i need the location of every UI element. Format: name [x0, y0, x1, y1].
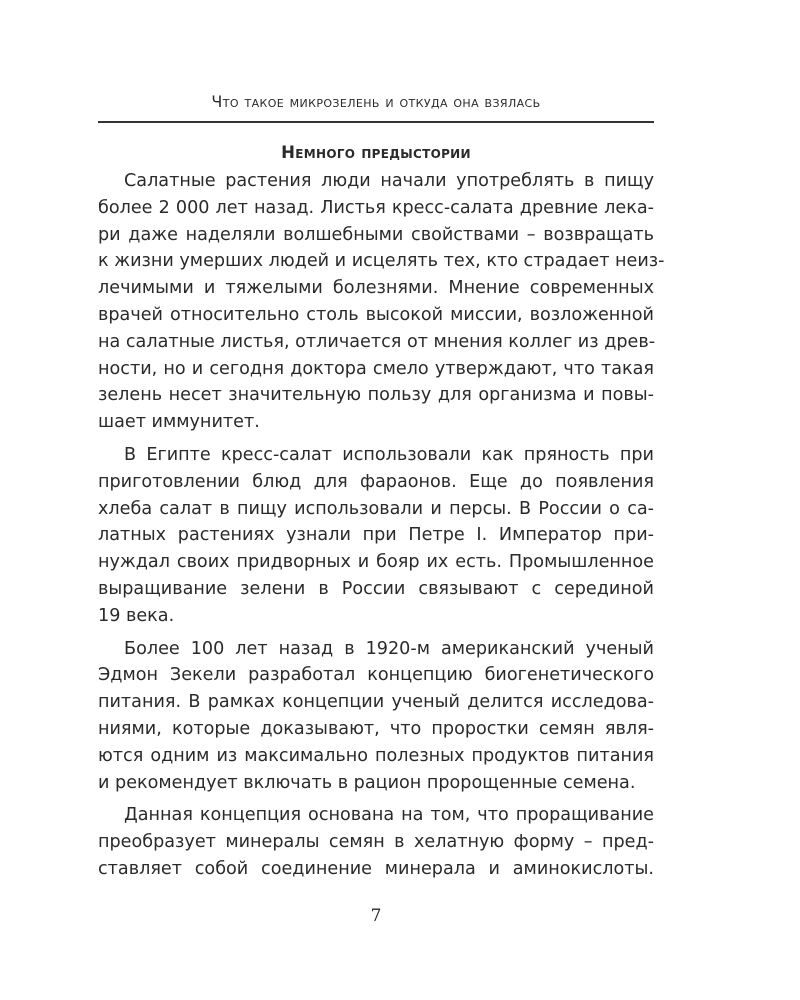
- text-line: ниями, которые доказывают, что проростки семян явля-: [98, 718, 654, 739]
- body-text: [98, 168, 665, 889]
- text-line: В Египте кресс-салат использовали как пряность при: [124, 444, 654, 465]
- text-line: к жизни умерших людей и исцелять тех, кто страдает неиз-: [98, 251, 665, 272]
- text-line: ставляет собой соединение минерала и аминокислоты.: [98, 858, 654, 879]
- page-number: 7: [370, 906, 382, 926]
- text-line: нуждал своих придворных и бояр их есть. Промышленное: [98, 552, 654, 573]
- text-line: Данная концепция основана на том, что проращивание: [124, 805, 654, 826]
- text-line: ются одним из максимально полезных продуктов питания: [98, 745, 654, 766]
- text-line: на салатные листья, отличается от мнения коллег из древ-: [98, 331, 656, 352]
- text-line: врачей относительно столь высокой миссии, возложенной: [98, 304, 654, 325]
- text-line: приготовлении блюд для фараонов. Еще до появления: [98, 471, 654, 492]
- paragraph-2: [98, 442, 654, 630]
- text-line: выращивание зелени в России связывают с серединой: [98, 578, 654, 599]
- text-line: 19 века.: [98, 605, 175, 626]
- running-header: Что такое микрозелень и откуда она взялась: [211, 92, 541, 111]
- header-rule: [98, 121, 654, 123]
- text-line: ри даже наделяли волшебными свойствами – возвращать: [98, 224, 654, 245]
- text-line: хлеба салат в пищу использовали и персы. В России о са-: [98, 498, 654, 519]
- section-title: Немного предыстории: [281, 143, 471, 162]
- text-line: Более 100 лет назад в 1920-м американский ученый: [124, 638, 654, 659]
- text-line: питания. В рамках концепции ученый делится исследова-: [98, 692, 654, 713]
- text-line: Салатные растения люди начали употреблять в пищу: [124, 171, 654, 191]
- text-line: шает иммунитет.: [98, 412, 260, 433]
- text-line: преобразует минералы семян в хелатную форму – пред-: [98, 832, 654, 853]
- text-line: латных растениях узнали при Петре I. Император при-: [98, 525, 654, 546]
- text-line: более 2 000 лет назад. Листья кресс-салата древние лека-: [98, 197, 654, 218]
- paragraph-4: [98, 802, 654, 882]
- text-line: лечимыми и тяжелыми болезнями. Мнение современных: [98, 278, 654, 299]
- paragraph-3: [98, 636, 654, 797]
- paragraph-1: [98, 168, 665, 436]
- text-line: и рекомендует включать в рацион пророщенные семена.: [98, 772, 636, 793]
- text-line: Эдмон Зекели разработал концепцию биогенетического: [98, 665, 654, 686]
- text-line: ности, но и сегодня доктора смело утверждают, что такая: [98, 358, 654, 379]
- text-line: зелень несет значительную пользу для организма и повы-: [98, 385, 654, 406]
